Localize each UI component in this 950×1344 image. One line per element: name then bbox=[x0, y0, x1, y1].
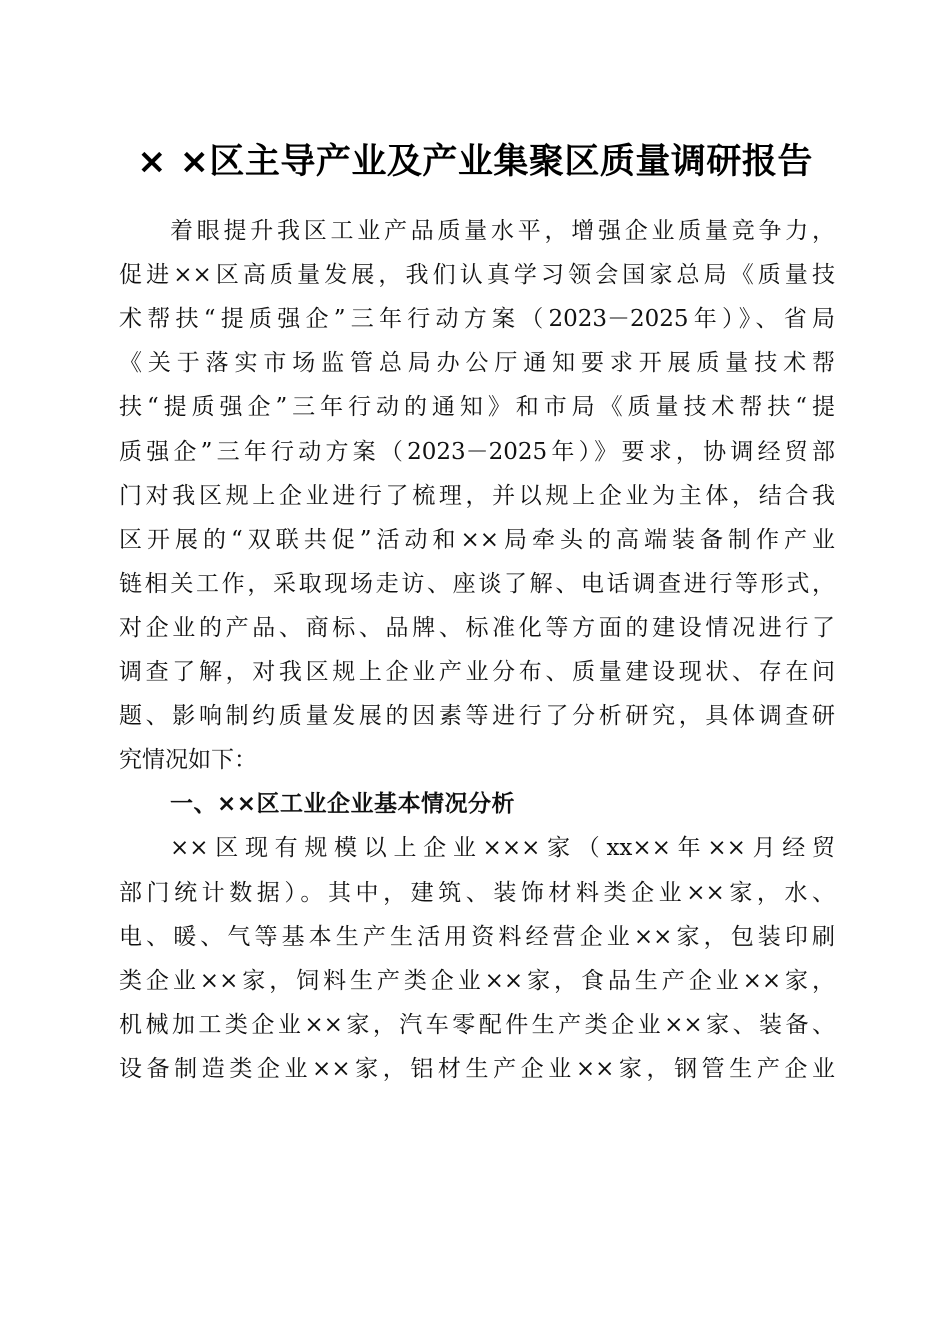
paragraph-1-line: 扶“提质强企”三年行动的通知》和市局《质量技术帮扶“提 bbox=[119, 394, 835, 420]
paragraph-2-line: 设备制造类企业××家，铝材生产企业××家，钢管生产企业 bbox=[119, 1056, 835, 1082]
paragraph-1-line: 对企业的产品、商标、品牌、标准化等方面的建设情况进行了 bbox=[119, 615, 835, 641]
paragraph-1-line: 调查了解，对我区规上企业产业分布、质量建设现状、存在问 bbox=[119, 659, 835, 685]
paragraph-1-line: 门对我区规上企业进行了梳理，并以规上企业为主体，结合我 bbox=[119, 483, 835, 509]
paragraph-2-line: 机械加工类企业××家，汽车零配件生产类企业××家、装备、 bbox=[119, 1012, 835, 1038]
paragraph-2-line: 类企业××家，饲料生产类企业××家，食品生产企业××家， bbox=[119, 968, 835, 994]
paragraph-1-line: 《关于落实市场监管总局办公厅通知要求开展质量技术帮 bbox=[119, 350, 835, 376]
paragraph-1-line: 题、影响制约质量发展的因素等进行了分析研究，具体调查研 bbox=[119, 703, 835, 729]
document-title: × ×区主导产业及产业集聚区质量调研报告 bbox=[137, 142, 813, 182]
paragraph-1-line: 区开展的“双联共促”活动和××局牵头的高端装备制作产业 bbox=[119, 527, 835, 553]
paragraph-1-line: 链相关工作，采取现场走访、座谈了解、电话调查进行等形式， bbox=[119, 571, 835, 597]
paragraph-1-line: 质强企”三年行动方案（2023－2025年）》要求，协调经贸部 bbox=[119, 439, 835, 465]
section-1-heading: 一、××区工业企业基本情况分析 bbox=[170, 791, 516, 817]
paragraph-1-line: 促进××区高质量发展，我们认真学习领会国家总局《质量技 bbox=[119, 262, 835, 288]
paragraph-1-line: 究情况如下： bbox=[119, 747, 257, 773]
paragraph-2-line: 部门统计数据）。其中，建筑、装饰材料类企业××家，水、 bbox=[119, 880, 835, 906]
paragraph-2-line: 电、暖、气等基本生产生活用资料经营企业××家，包装印刷 bbox=[119, 924, 835, 950]
paragraph-1-line: 着眼提升我区工业产品质量水平，增强企业质量竞争力， bbox=[170, 218, 835, 244]
paragraph-1-line: 术帮扶“提质强企”三年行动方案（2023－2025年）》、省局 bbox=[119, 306, 835, 332]
paragraph-2-line: ××区现有规模以上企业×××家（xx××年××月经贸 bbox=[170, 835, 835, 861]
